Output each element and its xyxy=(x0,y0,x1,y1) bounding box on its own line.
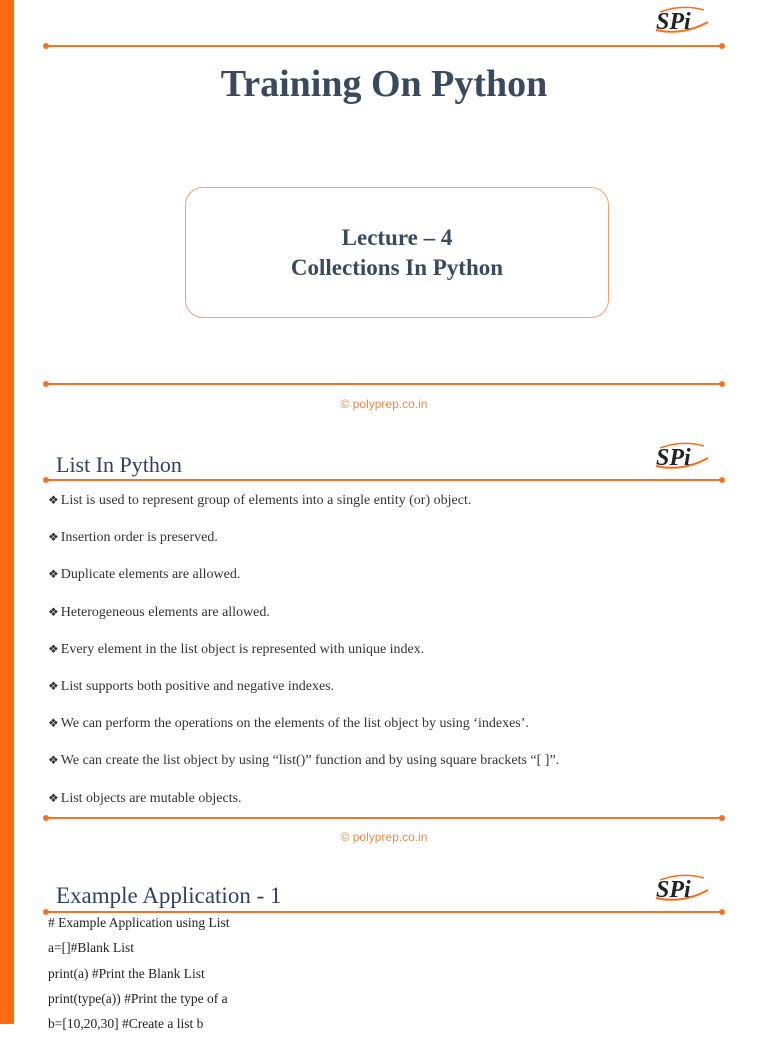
code-line: print(type(a)) #Print the type of a xyxy=(48,990,228,1006)
code-line: b=[10,20,30] #Create a list b xyxy=(48,1016,204,1032)
code-line: a=[]#Blank List xyxy=(48,940,134,956)
diamond-bullet-icon: ❖ xyxy=(48,530,59,545)
slide2-bottom-rule xyxy=(46,817,722,819)
lecture-box xyxy=(185,187,609,318)
list-item-text: Heterogeneous elements are allowed. xyxy=(60,604,270,620)
slide2-top-rule xyxy=(46,479,722,481)
list-item xyxy=(48,713,559,750)
list-item-text: We can perform the operations on the elements of the list object by using ‘indexes’. xyxy=(60,716,529,732)
logo-text: SPi xyxy=(656,877,691,903)
logo-text: SPi xyxy=(656,9,691,35)
diamond-bullet-icon: ❖ xyxy=(48,604,59,619)
list-item-text: List supports both positive and negative indexes. xyxy=(60,678,335,694)
list-item-text: Duplicate elements are allowed. xyxy=(60,567,241,583)
diamond-bullet-icon: ❖ xyxy=(48,493,59,507)
diamond-bullet-icon: ❖ xyxy=(48,716,59,731)
slide1-bottom-rule xyxy=(46,383,722,385)
list-item xyxy=(48,676,559,713)
list-item xyxy=(48,490,559,527)
slide3-title: Example Application - 1 xyxy=(56,883,282,908)
lecture-number: Lecture – 4 xyxy=(341,224,453,250)
code-line: # Example Application using List xyxy=(48,915,230,930)
list-item-text: Every element in the list object is represented with unique index. xyxy=(60,641,425,657)
diamond-bullet-icon: ❖ xyxy=(48,567,59,582)
spi-logo xyxy=(652,440,712,470)
list-item xyxy=(48,788,559,825)
list-item xyxy=(48,564,559,601)
slide2-footer: © polyprep.co.in xyxy=(340,830,428,844)
list-item-text: We can create the list object by using “list()” function and by using square brackets “[ ]”. xyxy=(60,753,560,769)
spi-logo xyxy=(652,872,712,902)
list-item xyxy=(48,527,559,564)
bullet-list xyxy=(48,490,559,825)
list-item xyxy=(48,639,559,676)
list-item xyxy=(48,602,559,639)
list-item-text: Insertion order is preserved. xyxy=(60,530,218,546)
logo-text: SPi xyxy=(656,445,691,471)
list-item xyxy=(48,750,559,787)
diamond-bullet-icon: ❖ xyxy=(48,753,59,768)
diamond-bullet-icon: ❖ xyxy=(48,641,59,656)
slide1-footer: © polyprep.co.in xyxy=(340,397,428,411)
accent-sidebar-bar xyxy=(0,0,14,1024)
list-item-text: List objects are mutable objects. xyxy=(60,790,242,806)
diamond-bullet-icon: ❖ xyxy=(48,790,59,805)
code-line: print(a) #Print the Blank List xyxy=(48,965,205,981)
code-listing xyxy=(48,913,229,1039)
slide2-title: List In Python xyxy=(56,452,182,477)
list-item-text: List is used to represent group of elements into a single entity (or) object. xyxy=(60,493,472,508)
slide1-title: Training On Python xyxy=(220,63,548,105)
lecture-topic: Collections In Python xyxy=(290,254,504,280)
diamond-bullet-icon: ❖ xyxy=(48,678,59,693)
slide1-top-rule xyxy=(46,45,722,47)
spi-logo xyxy=(652,4,712,34)
